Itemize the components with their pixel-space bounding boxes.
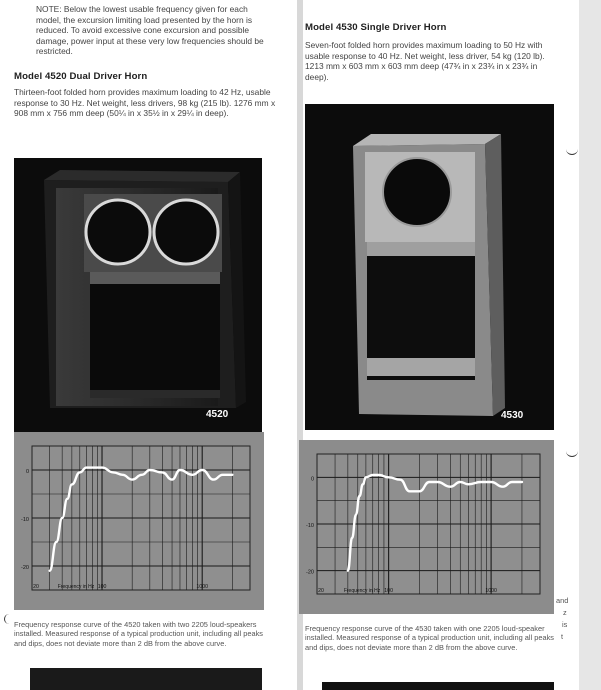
- speaker-cabinet-4520-illustration: [14, 158, 262, 432]
- model-4530-heading: Model 4530 Single Driver Horn: [305, 22, 447, 33]
- y-tick-label: -20: [306, 569, 314, 576]
- speaker-cabinet-4530-illustration: [305, 104, 554, 430]
- edge-fragment-is: is: [562, 620, 568, 629]
- x-tick-label: 100: [384, 588, 393, 594]
- photo-4520-label: 4520: [206, 409, 229, 420]
- x-axis-label: Frequency in Hz: [343, 588, 381, 594]
- frequency-response-chart-4520: [14, 432, 264, 610]
- model-4520-description: Thirteen-foot folded horn provides maximum loading to 42 Hz, usable response to 30 Hz. Net weight, less drivers, 98 kg (215 lb). 1276 mm x 908 mm x 756 mm deep (50¼ in x 35½ in x 29¼ in deep).: [14, 87, 276, 119]
- next-page-bar-left: [30, 668, 262, 690]
- edge-fragment-z: z: [563, 608, 567, 617]
- frequency-response-chart-4530: [299, 440, 554, 614]
- y-tick-label: -10: [21, 517, 29, 523]
- note-paragraph: NOTE: Below the lowest usable frequency given for each model, the excursion limiting load presented by the horn is reduced. To avoid excessive cone excursion and possible damage, power input at these very low frequencies should be restricted.: [36, 4, 264, 57]
- page-curl-mark: [4, 614, 13, 624]
- x-tick-label: 20: [318, 588, 324, 594]
- caption-4520: Frequency response curve of the 4520 taken with two 2205 loud-speakers installed. Measured response of a typical production unit, including all peaks and dips, does not deviate more than 2 dB from the above curve.: [14, 620, 263, 648]
- x-tick-label: 1000: [485, 588, 497, 594]
- y-tick-label: -10: [306, 523, 314, 529]
- frequency-response-graph-4520: [14, 432, 264, 610]
- x-axis-label: Frequency in Hz: [57, 584, 95, 590]
- x-tick-label: 20: [33, 584, 39, 590]
- caption-4530: Frequency response curve of the 4530 taken with one 2205 loud-speaker installed. Measured response of a typical production unit, including all peaks and dips, does not deviate more than 2 dB from the above curve.: [305, 624, 554, 652]
- photo-4520: [14, 158, 262, 432]
- next-page-bar-right: [322, 682, 554, 690]
- model-4520-heading: Model 4520 Dual Driver Horn: [14, 71, 148, 82]
- frequency-response-graph-4530: [299, 440, 554, 614]
- edge-fragment-and: and: [556, 596, 569, 605]
- y-tick-label: 0: [25, 469, 29, 475]
- photo-4530-label: 4530: [501, 410, 524, 421]
- edge-fragment-t: t: [561, 632, 564, 641]
- x-tick-label: 1000: [196, 584, 208, 590]
- y-tick-label: -20: [21, 565, 29, 571]
- y-tick-label: 0: [310, 476, 314, 483]
- photo-4530: [305, 104, 554, 430]
- x-tick-label: 100: [97, 584, 107, 590]
- model-4530-description: Seven-foot folded horn provides maximum loading to 50 Hz with usable response to 40 Hz. Net weight, less driver, 54 kg (120 lb). 1213 mm x 603 mm x 603 mm deep (47¾ in x 23¾ in x 23¾ in deep).: [305, 40, 545, 82]
